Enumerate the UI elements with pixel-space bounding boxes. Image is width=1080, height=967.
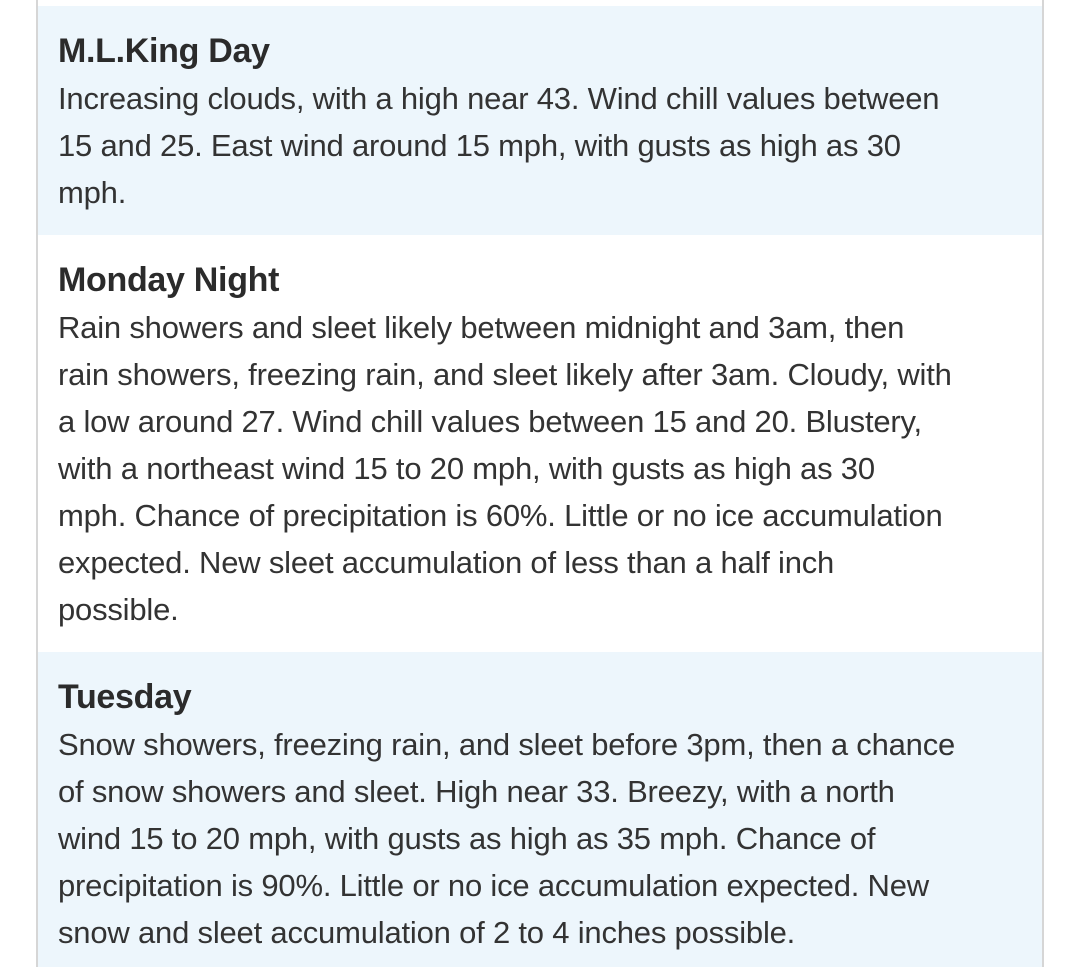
- period-name: Monday Night: [58, 261, 280, 299]
- forecast-period-tuesday: [38, 652, 1042, 967]
- description-line: mph.: [58, 175, 127, 210]
- forecast-period-monday-night: [38, 235, 1042, 652]
- period-description: [58, 304, 1022, 633]
- detailed-forecast-panel: [36, 0, 1044, 967]
- description-line: with a northeast wind 15 to 20 mph, with gusts as high as 30: [58, 451, 875, 486]
- description-line: 15 and 25. East wind around 15 mph, with gusts as high as 30: [58, 128, 901, 163]
- description-line: Rain showers and sleet likely between midnight and 3am, then: [58, 310, 905, 345]
- description-line: Increasing clouds, with a high near 43. Wind chill values between: [58, 81, 940, 116]
- forecast-period-ml-king-day: [38, 6, 1042, 235]
- description-line: possible.: [58, 592, 179, 627]
- description-line: mph. Chance of precipitation is 60%. Little or no ice accumulation: [58, 498, 943, 533]
- description-line: a low around 27. Wind chill values between 15 and 20. Blustery,: [58, 404, 922, 439]
- description-line: precipitation is 90%. Little or no ice accumulation expected. New: [58, 868, 929, 903]
- period-description: [58, 75, 1022, 216]
- description-line: Snow showers, freezing rain, and sleet before 3pm, then a chance: [58, 727, 956, 762]
- description-line: wind 15 to 20 mph, with gusts as high as 35 mph. Chance of: [58, 821, 876, 856]
- description-line: expected. New sleet accumulation of less than a half inch: [58, 545, 835, 580]
- description-line: of snow showers and sleet. High near 33. Breezy, with a north: [58, 774, 895, 809]
- period-name: M.L.King Day: [58, 32, 270, 70]
- period-name: Tuesday: [58, 678, 192, 716]
- description-line: snow and sleet accumulation of 2 to 4 inches possible.: [58, 915, 796, 950]
- description-line: rain showers, freezing rain, and sleet likely after 3am. Cloudy, with: [58, 357, 952, 392]
- period-description: [58, 721, 1022, 956]
